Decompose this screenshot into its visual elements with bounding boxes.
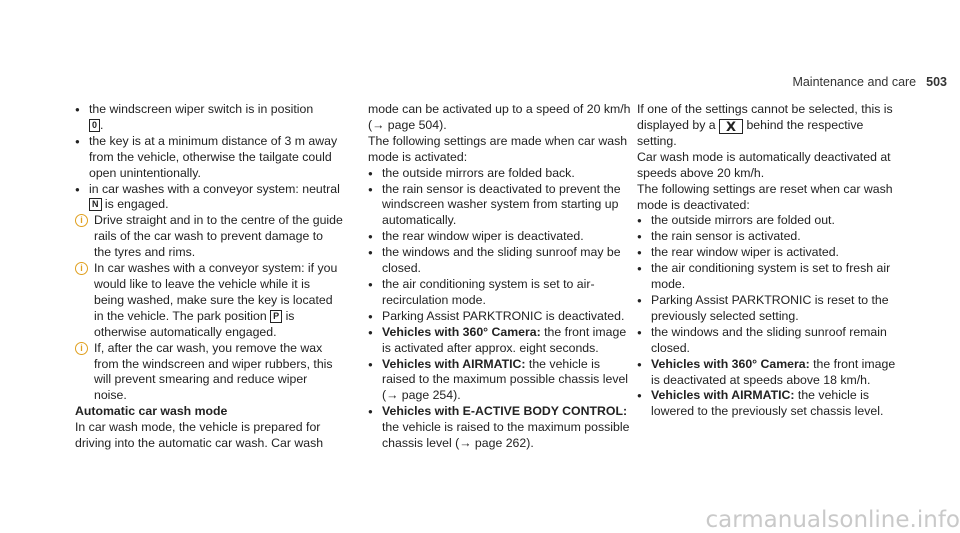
intro-paragraph: In car wash mode, the vehicle is prepared for driving into the automatic car wash. Car wash [75, 420, 324, 451]
info-icon: i [75, 262, 88, 275]
list-item: ● the rain sensor is activated. [637, 229, 905, 245]
note-guide-rails: i Drive straight and in to the centre of the guide rails of the car wash to prevent damage to the tyres and rims. [75, 213, 343, 261]
list-item: ● the rear window wiper is deactivated. [368, 229, 636, 245]
list-item-eabc: ● Vehicles with E-ACTIVE BODY CONTROL: the vehicle is raised to the maximum possible chassis level (→ page 262). [368, 404, 636, 452]
unavailable-paragraph: If one of the settings cannot be selected, this is displayed by a 𝗫 behind the respective setting. [637, 102, 893, 148]
list-item: ● the air conditioning system is set to air-recirculation mode. [368, 277, 636, 309]
section-title: Maintenance and care [792, 75, 917, 89]
note-conveyor: i In car washes with a conveyor system: if you would like to leave the vehicle while it is being washed, make sure the key is located in the vehicle. The park position P is otherwise automatically engaged. [75, 261, 343, 341]
unavailable-icon: 𝗫 [719, 119, 743, 134]
page-number: 503 [926, 75, 947, 89]
info-icon: i [75, 214, 88, 227]
list-item: ● the windows and the sliding sunroof remain closed. [637, 325, 905, 357]
column-2 [368, 102, 636, 452]
settings-intro: The following settings are made when car wash mode is activated: [368, 133, 628, 164]
list-item: ● the windows and the sliding sunroof may be closed. [368, 245, 636, 277]
list-item: ● the rear window wiper is activated. [637, 245, 905, 261]
speed-paragraph: mode can be activated up to a speed of 20 km/h (→ page 504). [368, 102, 631, 132]
list-item: ● Parking Assist PARKTRONIC is deactivated. [368, 309, 636, 325]
key-symbol-n: N [89, 198, 102, 211]
section-heading: Automatic car wash mode [75, 404, 228, 419]
bullet-wiper-switch: ● the windscreen wiper switch is in position 0 . [75, 102, 343, 134]
list-item: ● Parking Assist PARKTRONIC is reset to the previously selected setting. [637, 293, 905, 325]
list-item: ● the outside mirrors are folded out. [637, 213, 905, 229]
list-item: ● the air conditioning system is set to fresh air mode. [637, 261, 905, 293]
list-item-airmatic: ● Vehicles with AIRMATIC: the vehicle is lowered to the previously set chassis level. [637, 388, 905, 420]
list-item: ● the outside mirrors are folded back. [368, 166, 636, 182]
deactivation-paragraph: Car wash mode is automatically deactivated at speeds above 20 km/h. [637, 149, 891, 180]
note-wax: i If, after the car wash, you remove the wax from the windscreen and wiper rubbers, this will prevent smearing and reduce wiper noise. [75, 341, 343, 405]
bullet-key-distance: ● the key is at a minimum distance of 3 m away from the vehicle, otherwise the tailgate could open unintentionally. [75, 134, 343, 182]
watermark: carmanualsonline.info [705, 507, 960, 533]
info-icon: i [75, 342, 88, 355]
page-header [792, 75, 947, 89]
list-item-camera: ● Vehicles with 360° Camera: the front image is activated after approx. eight seconds. [368, 325, 636, 357]
reset-intro: The following settings are reset when car wash mode is deactivated: [637, 181, 893, 212]
bullet-neutral: ● in car washes with a conveyor system: neutral N is engaged. [75, 182, 343, 214]
list-item-airmatic: ● Vehicles with AIRMATIC: the vehicle is raised to the maximum possible chassis level (→ page 254). [368, 357, 636, 405]
list-item: ● the rain sensor is deactivated to prevent the windscreen washer system from starting up automatically. [368, 182, 636, 230]
column-3 [637, 102, 905, 420]
key-symbol-p: P [270, 310, 282, 323]
list-item-camera: ● Vehicles with 360° Camera: the front image is deactivated at speeds above 18 km/h. [637, 357, 905, 389]
key-symbol-0: 0 [89, 119, 100, 132]
column-1 [75, 102, 343, 452]
